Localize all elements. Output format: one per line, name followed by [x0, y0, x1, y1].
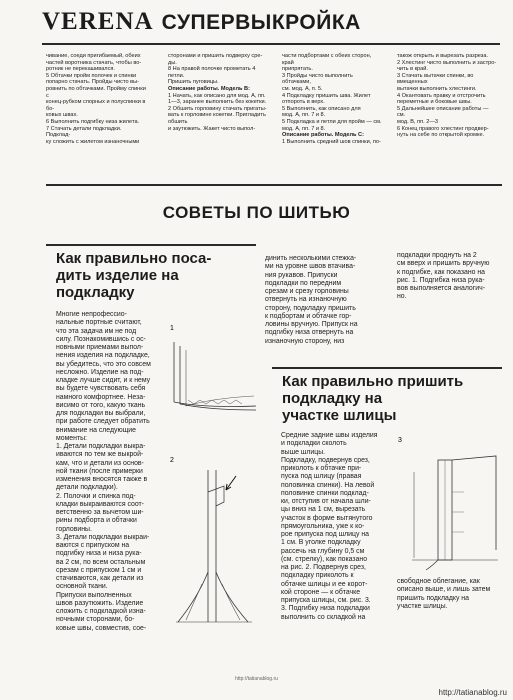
text-line: намного комфортнее. Неза-	[56, 393, 146, 401]
text-line: 5 Подкладка и петли для пройм — см.	[282, 118, 382, 125]
text-line: к подгибке, как показано на	[397, 268, 486, 276]
text-line: сложить с подкладкой изна-	[56, 608, 146, 615]
text-line: кам, что и детали из основ-	[56, 459, 144, 467]
text-line: Описание работы. Модель С:	[282, 132, 364, 139]
text-line: подкладки по передним	[265, 279, 342, 287]
text-line: 3 Стачать вытачки спинки, во вмещенных	[397, 72, 474, 86]
magazine-title: СУПЕРВЫКРОЙКА	[161, 11, 361, 34]
text-line: иваются по тем же выкрой-	[56, 451, 144, 459]
text-line: висимо от того, какую ткань	[56, 401, 146, 409]
text-line: пришить подкладку на	[397, 594, 469, 602]
text-line: участок в форме вытянутого	[281, 514, 373, 522]
text-line: ротник не перекашивался.	[46, 66, 115, 73]
text-line: вы убедитесь, что это совсем	[56, 360, 151, 368]
text-line: 4 Окантовать правку и отстрочить	[397, 92, 486, 99]
text-line: сторонами и пришить подверху сре-	[168, 53, 263, 59]
text-line: подгибку низа отвернуть на	[265, 329, 354, 337]
section-title: СОВЕТЫ ПО ШИТЬЮ	[162, 203, 351, 222]
text-line: ковых швах.	[46, 112, 78, 119]
text-line: см. мод. А, п. 5.	[282, 85, 323, 92]
text-line: чить в край.	[397, 66, 428, 73]
text-line: части подбортами с обеих сторон, край	[282, 53, 372, 66]
text-line: мод. В, пп. 2—3	[397, 118, 439, 125]
text-line: переметные и боковые швы.	[397, 99, 472, 106]
article2-title	[282, 373, 502, 424]
text-line: силу. Познакомившись с ос-	[56, 335, 146, 343]
text-line: изнаночную сторону, низ	[265, 337, 345, 345]
text-line: детали подкладки).	[56, 484, 118, 492]
text-line: нуть на себе по открытой кромке.	[397, 132, 485, 139]
text-line: ва 2 см, по всем остальным	[56, 558, 146, 566]
text-line: пуска под шлицу (правая	[281, 473, 362, 481]
text-line: выше шлицы.	[281, 448, 326, 456]
text-line: вытачки выполнить хлестинги.	[397, 85, 477, 92]
text-line: припуска шлицы, см. рис. 3.	[281, 597, 371, 604]
text-line: срезам и срезу горловины	[265, 288, 349, 295]
figure-3-label: 3	[398, 437, 402, 444]
brand-logo: VERENA	[42, 8, 154, 35]
text-line: ковые швы, совместив, сое-	[56, 624, 147, 632]
text-line: рины подборта и обтачки	[56, 517, 137, 525]
article1-top-rule	[46, 244, 256, 246]
text-line: 2 Обшить горловину стачать пригаты-	[168, 105, 267, 112]
text-line: цы вниз на 1 см, вырезать	[281, 506, 366, 514]
top-column-4	[397, 53, 497, 139]
text-line: Описание работы. Модель В:	[168, 85, 250, 92]
text-line: половинка спинки). На левой	[281, 481, 375, 489]
text-line: 1. Детали подкладки выкра-	[56, 443, 146, 450]
text-line: срезам с припуском 1 см и	[56, 566, 142, 574]
text-line: динить несколькими стежка-	[265, 255, 357, 262]
text-line: основной ткани.	[56, 583, 108, 591]
article2-title-line: Как правильно пришить	[282, 373, 464, 390]
figure-1	[164, 320, 260, 416]
text-line: сторону, подкладку пришить	[265, 304, 356, 312]
section-divider	[46, 184, 502, 186]
figure-1-label: 1	[170, 325, 174, 332]
footer-url[interactable]: http://tatianablog.ru	[438, 688, 507, 697]
text-line: ночными сторонами, бо-	[56, 616, 135, 624]
text-line: приколоть к обтачке при-	[281, 465, 362, 472]
text-line: ды.	[168, 59, 177, 66]
text-line: 2. Полочки и спинка под-	[56, 492, 136, 500]
text-line: отвернуть на изнаночную	[265, 296, 347, 304]
text-line: швов разутюжить. Изделие	[56, 599, 144, 607]
text-line: описано выше, и лишь затем	[397, 586, 491, 594]
text-line: внимание на следующие	[56, 426, 136, 434]
text-line: подгибку низа и низа рука-	[56, 550, 142, 558]
text-line: 6 Конец правого хлестинг продвер-	[397, 125, 489, 132]
text-line: при работе следует обратить	[56, 418, 150, 426]
text-line: кой стороне — к обтачке	[281, 588, 361, 596]
text-line: половинке спинки подклад-	[281, 489, 369, 497]
text-line: и заутюжить. Жакет чисто выпол-	[168, 125, 256, 132]
figure-2-label: 2	[170, 457, 174, 464]
text-line: участке шлицы.	[397, 602, 448, 610]
article1-column-1	[56, 311, 160, 633]
text-line: вов выполняется аналогич-	[397, 285, 485, 292]
text-line: моменты:	[56, 434, 87, 442]
article1-title-line: подкладку	[56, 284, 135, 301]
text-line: 1 Выполнить средний шов спинки, по-	[282, 138, 381, 145]
text-line: отпороть в верх.	[282, 99, 325, 106]
top-column-3	[282, 53, 382, 145]
text-line: 6 Выполнить подгибку низа жилета.	[46, 118, 140, 125]
text-line: Многие непрофессио-	[56, 311, 127, 318]
article2-title-line: подкладку на	[282, 390, 383, 407]
text-line: стачиваются, как детали из	[56, 575, 144, 582]
text-line: к подбортам и обтачке гор-	[265, 312, 352, 320]
text-line: ния рукавов. Припуски	[265, 271, 338, 279]
text-line: что эта задача им не под	[56, 327, 137, 335]
text-line: ку сложить с жилетом изнаночными	[46, 138, 140, 145]
text-line: 1—3, заранее выполнить без кокетки.	[168, 99, 267, 106]
text-line: 3. Детали подкладки выкраи-	[56, 533, 150, 541]
text-line: кладки выкраиваются соот-	[56, 500, 144, 508]
article2-title-line: участке шлицы	[282, 407, 397, 424]
text-line: новными приемами выпол-	[56, 344, 144, 351]
article1-column-3	[397, 252, 501, 302]
text-line: выполнить со складкой на	[281, 613, 366, 621]
text-line: 5 Выполнить, как описано для	[282, 105, 361, 112]
text-line: нения изделия на подкладке,	[56, 352, 150, 360]
masthead-rule	[42, 43, 500, 45]
text-line: ки, отступив от начала шли-	[281, 498, 371, 505]
article1-title	[56, 250, 256, 301]
text-line: но.	[397, 293, 407, 301]
article2-column-2	[281, 432, 381, 622]
text-line: рис. 1. Подгибка низа рука-	[397, 276, 485, 284]
text-line: несложно. Изделие на под-	[56, 368, 144, 376]
text-line: и подкладки сколоть	[281, 440, 347, 448]
text-line: також открыть и вырезать разреза.	[397, 53, 489, 59]
text-line: нальные портные считают,	[56, 319, 142, 327]
masthead	[42, 8, 361, 42]
text-line: Подкладку, подвернув срез,	[281, 456, 370, 464]
text-line: ной ткани (после примерки	[56, 467, 143, 475]
text-line: горловины.	[56, 525, 92, 533]
text-line: свободное облегание, как	[397, 578, 480, 585]
text-line: припрятать.	[282, 66, 313, 73]
text-line: ровнить по обтачками. Пройму спинки с	[46, 85, 146, 99]
text-line: 4 Подкладку пришить шва. Жилет	[282, 92, 371, 99]
article1-title-line: Как правильно поса-	[56, 250, 212, 267]
text-line: рое припуска под шлицу на	[281, 531, 369, 538]
article1-title-line: дить изделие на	[56, 267, 179, 284]
article2-column-3	[397, 578, 501, 611]
text-line: 2 Хлестинг чисто выполнить и застро-	[397, 59, 497, 66]
text-line: мод. А, пп. 7 и 8.	[282, 112, 326, 119]
text-line: на рис. 2. Подвернув срез,	[281, 564, 366, 571]
top-column-1	[46, 53, 146, 145]
footer-note: http://tatianablog.ru	[235, 676, 278, 682]
text-line: см вверх и пришить вручную	[397, 260, 490, 268]
text-line: для подкладки вы выбрали,	[56, 410, 146, 417]
text-line: 5 Дальнейшее описание работы — см.	[397, 105, 489, 119]
text-line: частей воротника стачать, чтобы во-	[46, 59, 142, 66]
text-line: Средние задние швы изделия	[281, 432, 378, 439]
text-line: попарно стачать. Пройды чисто вы-	[46, 79, 139, 86]
text-line: ваются с припуском на	[56, 542, 130, 549]
text-line: изменения вносятся также в	[56, 476, 148, 483]
text-line: ветственно за вычетом ши-	[56, 509, 144, 516]
text-line: подкладку приколоть к	[281, 572, 354, 580]
article1-column-2	[265, 255, 381, 346]
text-line: 3 Пройды чисто выполнить обтачками,	[282, 72, 353, 86]
text-line: 5 Обтачки пройм полочек и спинки	[46, 72, 137, 79]
text-line: обтачке шлицы и ее корот-	[281, 580, 368, 588]
top-column-2	[168, 53, 268, 132]
text-line: ловины вручную. Припуск на	[265, 321, 358, 328]
text-line: вы будете чувствовать себя	[56, 385, 146, 393]
text-line: 1 Начать, как описано для мод. А, пп.	[168, 92, 266, 99]
text-line: Припуски выполненных	[56, 591, 132, 599]
text-line: конец-рубком спорных и полуспинки в бо-	[46, 99, 146, 112]
figure-2	[164, 452, 264, 632]
figure-3	[392, 432, 502, 572]
text-line: подкладки проднуть на 2	[397, 252, 477, 259]
text-line: 8 На правой полочке прометать 4 петли.	[168, 66, 256, 79]
text-line: прямоугольника, уже к ко-	[281, 522, 365, 530]
text-line: ми на уровне швов втачива-	[265, 263, 356, 271]
text-line: чивание, соеди пригибаемый, обеих	[46, 53, 141, 59]
text-line: мод. А, пп. 7 и 8.	[282, 125, 326, 132]
text-line: (см. стрелку), как показано	[281, 555, 368, 563]
text-line: 7 Стачать детали подкладки. Подклад-	[46, 125, 122, 139]
article2-top-rule	[272, 367, 502, 369]
text-line: рассечь на глубину 0,5 см	[281, 547, 365, 555]
text-line: 3. Подгибку низа подкладки	[281, 605, 370, 613]
text-line: вать к горловине кокетки. Пригладить обшить	[168, 112, 266, 125]
text-line: 1 см. В уголке подкладку	[281, 539, 361, 547]
text-line: Пришить пуговицы.	[168, 79, 219, 86]
text-line: кладке лучше сидит, и к нему	[56, 377, 151, 384]
